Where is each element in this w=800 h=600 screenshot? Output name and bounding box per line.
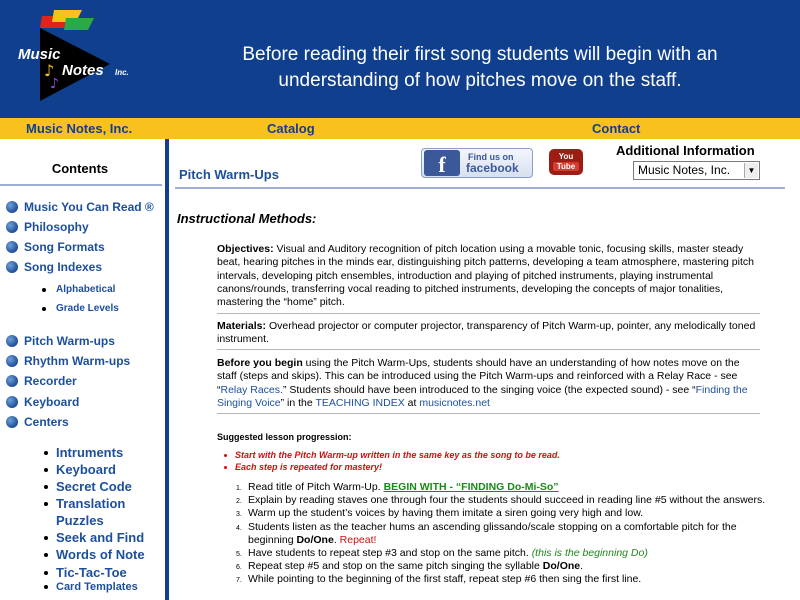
bullet-icon <box>6 355 18 367</box>
step-item <box>230 494 770 507</box>
steps-list <box>230 481 770 587</box>
sidebar-center-seek-and-find[interactable] <box>44 530 144 545</box>
bullet-dot-icon <box>42 307 46 311</box>
bullet-icon <box>6 261 18 273</box>
step-number: 4. <box>236 524 242 532</box>
bullet-dot-icon <box>44 451 48 455</box>
sidebar-center-label: Words of Note <box>56 547 145 562</box>
title-rule <box>175 187 785 189</box>
bullet-dot-icon <box>44 585 48 589</box>
bullet-dot-icon <box>44 468 48 472</box>
sidebar-item-label: Centers <box>24 415 69 429</box>
youtube-label-you: You <box>558 152 574 161</box>
sidebar-title: Contents <box>51 161 109 176</box>
sidebar-center-label: Keyboard <box>56 462 116 477</box>
sidebar-item-rhythm-warm-ups[interactable] <box>6 353 130 369</box>
suggested-heading: Suggested lesson progression: <box>217 432 352 442</box>
note-item <box>235 462 382 472</box>
additional-info-select[interactable] <box>633 161 760 180</box>
methods-heading: Instructional Methods: <box>177 211 317 226</box>
logo-inc-text: Inc. <box>115 68 129 77</box>
step-item <box>230 573 770 586</box>
sidebar-center-label: Translation <box>56 496 126 511</box>
facebook-button[interactable] <box>421 148 533 178</box>
nav-contact-link[interactable]: Contact <box>592 121 641 136</box>
step-number: 6. <box>236 564 242 572</box>
step-item <box>230 507 770 520</box>
sidebar-center-label: Card Templates <box>56 581 138 593</box>
step-text: While pointing to the beginning of the first staff, repeat step #6 then sing the first line. <box>248 573 642 586</box>
bullet-icon <box>6 335 18 347</box>
logo-notes-text: Notes <box>62 62 104 79</box>
bullet-icon <box>6 416 18 428</box>
sidebar-item-song-indexes[interactable] <box>6 259 102 275</box>
materials-label: Materials: <box>217 320 267 332</box>
objectives-text: Visual and Auditory recognition of pitch location using a movable tonic, focusing skills, master steady beat, hearing pitches in the minds ear, distinguishing pitch patterns, developing a team atmosphere, mastering pitch intervals, developing pitch ensembles, introduction and playing of pitched instruments, playing instrumental canons/rounds, transferring vocal reading to pitched instruments, developing the concepts of major tonalities, mastering the “home” pitch. <box>217 243 754 309</box>
sidebar-center-label: Puzzles <box>56 513 104 528</box>
bullet-dot-icon <box>42 288 46 292</box>
finding-singing-voice-link[interactable]: Finding the Singing Voice <box>217 383 748 409</box>
sidebar-sub-alphabetical[interactable] <box>42 284 115 295</box>
step-text: Repeat step #5 and stop on the same pitch singing the syllable <box>248 560 543 573</box>
before-text: at <box>404 396 420 409</box>
bullet-icon <box>6 201 18 213</box>
page-title: Pitch Warm-Ups <box>179 167 279 182</box>
bullet-dot-icon <box>224 466 227 469</box>
facebook-icon: f <box>424 150 460 176</box>
additional-info-title: Additional Information <box>616 143 755 158</box>
sidebar-center-words-of-note[interactable] <box>44 547 145 562</box>
note-item <box>235 450 560 460</box>
before-rule <box>217 413 760 414</box>
sidebar-title-rule <box>0 184 162 186</box>
sidebar-item-pitch-warm-ups[interactable] <box>6 333 115 349</box>
step-number: 1. <box>236 485 242 492</box>
step-item <box>230 521 770 547</box>
sidebar-center-label: Secret Code <box>56 479 132 494</box>
musicnotes-link[interactable]: musicnotes.net <box>419 396 490 409</box>
step-bold: Do/One <box>542 560 581 573</box>
sidebar-sub-label: Grade Levels <box>56 303 119 314</box>
sidebar-item-label: Song Formats <box>24 240 105 254</box>
youtube-label-tube: Tube <box>553 162 579 171</box>
objectives-paragraph <box>217 243 762 309</box>
sidebar-item-centers[interactable] <box>6 414 69 430</box>
before-text: ” in the <box>280 396 316 409</box>
additional-info-selected: Music Notes, Inc. <box>638 163 731 177</box>
relay-races-link[interactable]: Relay Races. <box>220 383 283 396</box>
step-text: . <box>333 533 340 546</box>
sidebar-divider <box>165 139 169 600</box>
svg-text:♪: ♪ <box>44 61 55 80</box>
note-text: Each step is repeated for mastery! <box>235 462 383 472</box>
step-note: (this is the beginning Do) <box>531 547 648 560</box>
teaching-index-link[interactable]: TEACHING INDEX <box>315 396 405 409</box>
facebook-label: facebook <box>466 161 519 175</box>
step-number: 2. <box>236 498 242 506</box>
sidebar-center-label: Seek and Find <box>56 530 145 545</box>
sidebar-sub-label: Alphabetical <box>56 284 116 295</box>
sidebar-item-song-formats[interactable] <box>6 239 105 255</box>
nav-catalog-link[interactable]: Catalog <box>267 121 315 136</box>
step-item <box>230 560 770 573</box>
logo-music-text: Music <box>18 46 61 63</box>
svg-text:♪: ♪ <box>50 76 59 92</box>
bullet-icon <box>6 241 18 253</box>
sidebar-center-secret-code[interactable] <box>44 479 132 494</box>
header <box>0 0 800 118</box>
bullet-dot-icon <box>44 485 48 489</box>
bullet-dot-icon <box>44 536 48 540</box>
objectives-rule <box>217 313 760 314</box>
step-number: 5. <box>236 551 242 559</box>
bullet-dot-icon <box>224 454 227 457</box>
step-repeat: Repeat! <box>339 533 377 546</box>
sidebar-center-intruments[interactable] <box>44 445 123 460</box>
step-text: Explain by reading staves one through four the students should succeed in reading line #5 without the answers. <box>248 494 766 507</box>
before-label: Before you begin <box>217 357 303 369</box>
step-item <box>230 481 770 494</box>
step-text: Have students to repeat step #3 and stop on the same pitch. <box>248 547 532 560</box>
note-text: Start with the Pitch Warm-up written in the same key as the song to be read. <box>235 450 560 460</box>
sidebar-item-philosophy[interactable] <box>6 219 89 235</box>
bullet-dot-icon <box>44 553 48 557</box>
step-text: Read title of Pitch Warm-Up. <box>248 481 384 493</box>
header-tagline: Before reading their first song students will begin with an understanding of how pitches move on the staff. <box>242 44 718 91</box>
step-number: 3. <box>236 511 242 519</box>
before-paragraph <box>217 357 762 410</box>
sidebar-item-label: Rhythm Warm-ups <box>24 354 131 368</box>
begin-with-link[interactable]: BEGIN WITH - “FINDING Do-Mi-So” <box>383 481 559 493</box>
sidebar <box>0 139 165 600</box>
sidebar-item-label: Music You Can Read ® <box>24 200 154 214</box>
objectives-label: Objectives: <box>217 243 274 255</box>
materials-paragraph <box>217 320 762 347</box>
step-text: Warm up the student’s voices by having them imitate a siren going very high and low. <box>248 507 644 520</box>
sidebar-center-label: Intruments <box>56 445 124 460</box>
step-bold: Do/One <box>296 533 334 546</box>
step-text: Students listen as the teacher hums an ascending glissando/scale stopping on a comfortable pitch for the beginning <box>248 520 737 546</box>
sidebar-sub-grade-levels[interactable] <box>42 303 119 314</box>
sidebar-item-music-you-can-read[interactable] <box>6 199 154 215</box>
sidebar-item-label: Song Indexes <box>24 260 103 274</box>
bullet-icon <box>6 221 18 233</box>
top-nav-bar <box>0 118 800 139</box>
sidebar-center-card-templates[interactable] <box>44 581 138 593</box>
dropdown-arrow-icon: ▼ <box>744 163 758 178</box>
sidebar-item-label: Philosophy <box>24 220 89 234</box>
sidebar-item-label: Recorder <box>24 374 77 388</box>
sidebar-center-keyboard[interactable] <box>44 462 116 477</box>
bullet-dot-icon <box>44 502 48 506</box>
bullet-dot-icon <box>44 571 48 575</box>
step-text: . <box>580 560 584 573</box>
materials-text: Overhead projector or computer projector, transparency of Pitch Warm-up, pointer, any melodically toned instrument. <box>217 320 756 346</box>
step-item <box>230 547 770 560</box>
step-number: 7. <box>236 577 242 585</box>
sidebar-item-label: Pitch Warm-ups <box>24 334 115 348</box>
nav-home-link[interactable]: Music Notes, Inc. <box>26 121 133 136</box>
sidebar-item-recorder[interactable] <box>6 373 77 389</box>
logo[interactable] <box>10 6 140 106</box>
sidebar-center-tic-tac-toe[interactable] <box>44 565 127 580</box>
bullet-icon <box>6 396 18 408</box>
sidebar-center-puzzles[interactable] <box>48 513 104 528</box>
sidebar-center-label: Tic-Tac-Toe <box>56 565 127 580</box>
bullet-icon <box>6 375 18 387</box>
sidebar-item-keyboard[interactable] <box>6 394 79 410</box>
sidebar-center-translation[interactable] <box>44 496 125 511</box>
youtube-button[interactable] <box>549 149 583 175</box>
facebook-label-small: Find us on <box>468 152 514 162</box>
before-text: using the Pitch Warm-Ups, students should have an understanding of how notes move on the staff (steps and skips). This can be introduced using the Pitch Warm-ups and reinforced with a Relay Race - see “ <box>217 357 740 396</box>
before-text: ” Students should have been introduced to the singing voice (the expected sound) - see “ <box>282 383 696 396</box>
materials-rule <box>217 349 760 350</box>
sidebar-item-label: Keyboard <box>24 395 80 409</box>
